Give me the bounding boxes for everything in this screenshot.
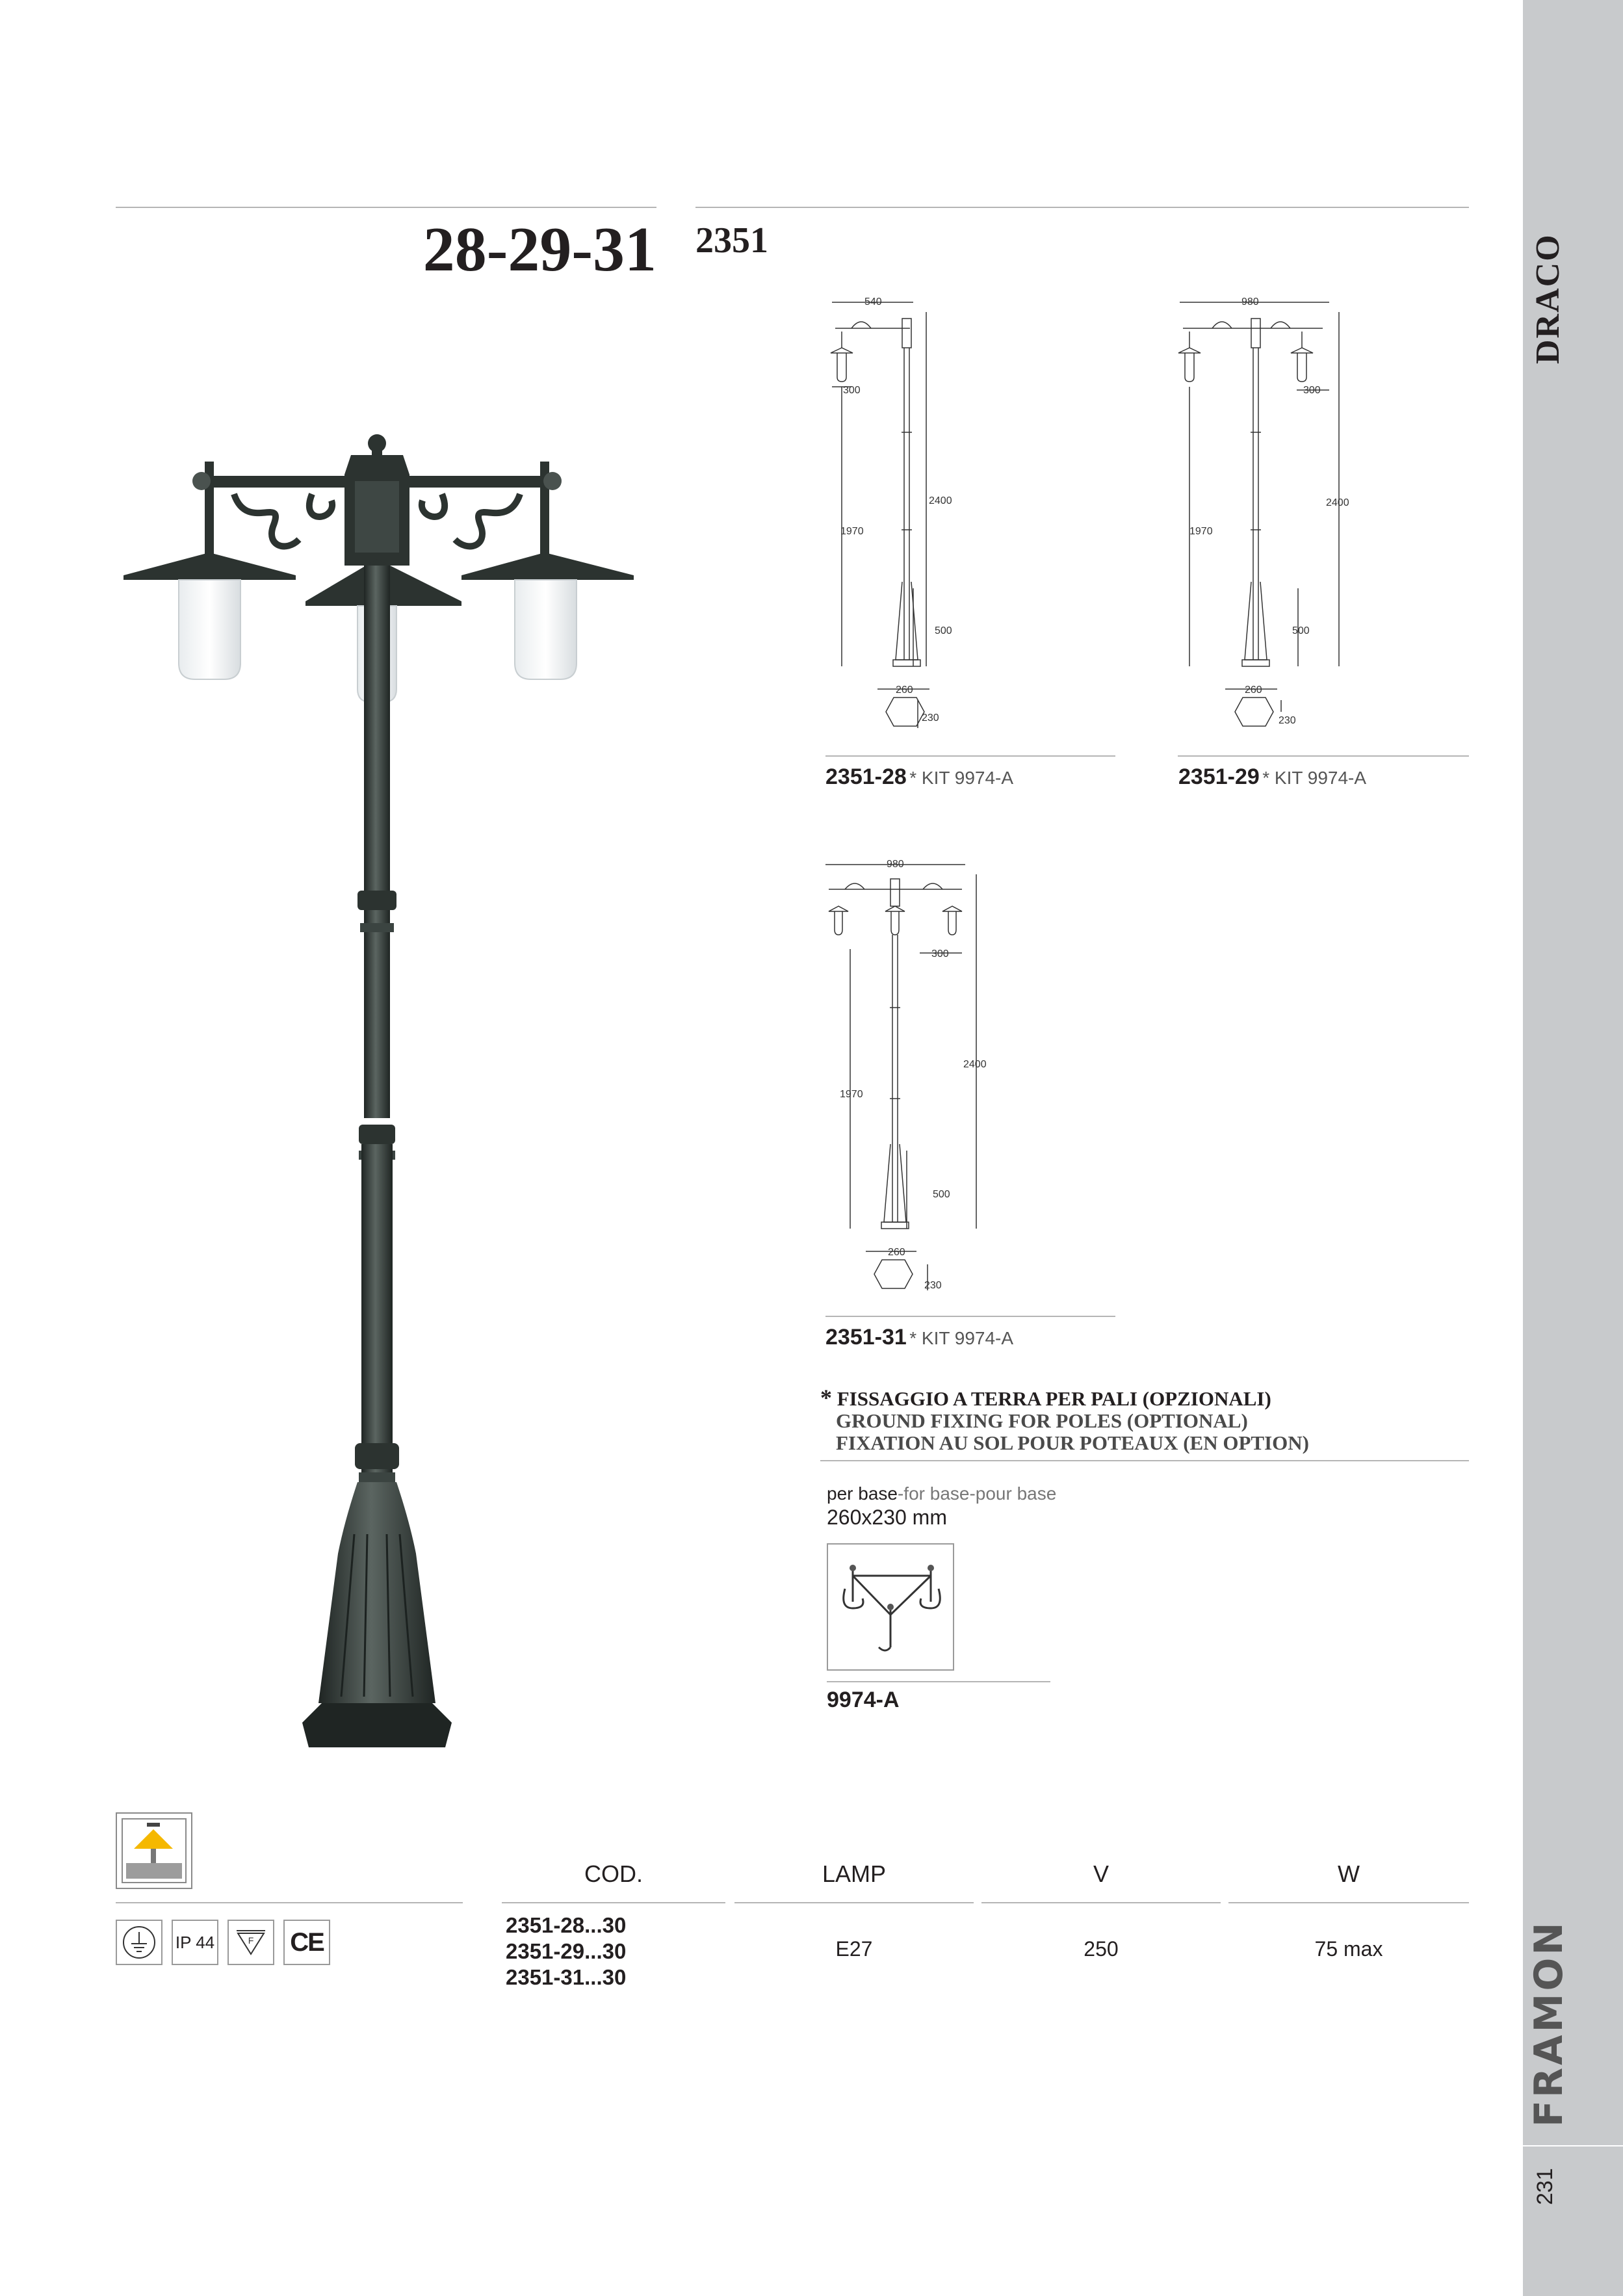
dim-28-arm: 300	[843, 385, 861, 396]
col-rule-lamp	[734, 1902, 974, 1903]
ce-mark-label: CE	[290, 1927, 324, 1957]
dim-31-arm: 300	[931, 948, 949, 959]
page-number: 231	[1533, 2168, 1557, 2205]
dim-31-height-total: 2400	[963, 1059, 987, 1070]
lamp-value: E27	[835, 1937, 873, 1961]
variant-28-rule	[825, 755, 1115, 757]
variant-28-kit: * KIT 9974-A	[909, 768, 1014, 788]
col-header-w: W	[1338, 1860, 1360, 1887]
kit-rule	[827, 1681, 1050, 1682]
code-item-29: 2351-29...30	[506, 1939, 627, 1963]
earth-ground-icon	[116, 1920, 162, 1965]
flammable-surface-icon	[227, 1920, 274, 1965]
dim-31-base-depth: 230	[924, 1280, 942, 1291]
variant-28-code: 2351-28	[825, 764, 907, 789]
variant-29-rule	[1178, 755, 1469, 757]
ground-fixing-italian: * FISSAGGIO A TERRA PER PALI (OPZIONALI)	[820, 1385, 1271, 1411]
ground-fixing-note	[820, 1387, 1309, 1454]
code-item-31: 2351-31...30	[506, 1965, 627, 1989]
dim-28-height-total: 2400	[929, 495, 952, 506]
variant-31-rule	[825, 1316, 1115, 1317]
page-title: 28-29-31	[422, 215, 656, 285]
col-header-v: V	[1093, 1860, 1109, 1887]
base-size: 260x230 mm	[827, 1506, 947, 1529]
dim-28-base-depth: 230	[922, 712, 939, 724]
dim-29-width: 980	[1241, 296, 1259, 307]
variant-31-kit: * KIT 9974-A	[909, 1328, 1014, 1348]
technical-drawing-31	[825, 858, 988, 1300]
variant-28-caption	[825, 764, 1013, 790]
col-rule-w	[1228, 1902, 1469, 1903]
technical-drawing-28	[825, 296, 988, 738]
dim-28-width: 540	[864, 296, 882, 307]
ip-rating-icon	[172, 1920, 218, 1965]
ground-fixing-rule	[820, 1460, 1469, 1461]
collection-title: DRACO	[1529, 233, 1566, 364]
dim-31-width: 980	[887, 859, 904, 870]
dim-28-base-width: 260	[896, 685, 913, 696]
ground-fixing-french: FIXATION AU SOL POUR POTEAUX (EN OPTION)	[836, 1431, 1309, 1454]
brand-logo: FRAMON	[1526, 1920, 1572, 2127]
col-header-cod: COD.	[584, 1860, 643, 1887]
dim-29-base-height: 500	[1292, 625, 1310, 636]
dim-31-base-width: 260	[888, 1247, 905, 1258]
product-photo	[117, 429, 637, 1755]
page-number-divider	[1523, 2145, 1623, 2146]
kit-code: 9974-A	[827, 1688, 900, 1712]
code-list	[506, 1912, 626, 1990]
variant-29-caption	[1178, 764, 1366, 790]
dim-28-height-lamp: 1970	[840, 526, 864, 537]
ground-fixing-english: GROUND FIXING FOR POLES (OPTIONAL)	[836, 1409, 1248, 1432]
dim-28-base-height: 500	[935, 625, 952, 636]
header-rule-right	[695, 207, 1469, 208]
col-rule-v	[981, 1902, 1221, 1903]
dim-31-base-height: 500	[933, 1189, 950, 1200]
ip-rating-label: IP 44	[175, 1932, 215, 1952]
fixing-kit-image	[827, 1543, 954, 1671]
code-item-28: 2351-28...30	[506, 1913, 627, 1937]
variant-29-kit: * KIT 9974-A	[1262, 768, 1367, 788]
dim-31-height-lamp: 1970	[840, 1089, 863, 1100]
dim-29-base-depth: 230	[1279, 715, 1296, 726]
col-header-lamp: LAMP	[822, 1860, 887, 1887]
dim-29-height-total: 2400	[1326, 497, 1349, 508]
technical-drawing-29	[1173, 296, 1355, 738]
cert-rule	[116, 1902, 463, 1903]
dim-29-base-width: 260	[1245, 685, 1262, 696]
base-label: per base-for base-pour base	[827, 1483, 1057, 1504]
svg-text:F: F	[248, 1935, 254, 1946]
wattage-value: 75 max	[1314, 1937, 1383, 1961]
col-rule-cod	[502, 1902, 725, 1903]
variant-31-code: 2351-31	[825, 1325, 907, 1350]
dim-29-height-lamp: 1970	[1189, 526, 1213, 537]
outdoor-installation-icon	[116, 1812, 192, 1889]
variant-31-caption	[825, 1325, 1013, 1350]
variant-29-code: 2351-29	[1178, 764, 1260, 789]
voltage-value: 250	[1084, 1937, 1119, 1961]
family-code: 2351	[695, 220, 768, 261]
header-rule-left	[116, 207, 656, 208]
ce-mark-icon	[283, 1920, 330, 1965]
dim-29-arm: 300	[1303, 385, 1321, 396]
